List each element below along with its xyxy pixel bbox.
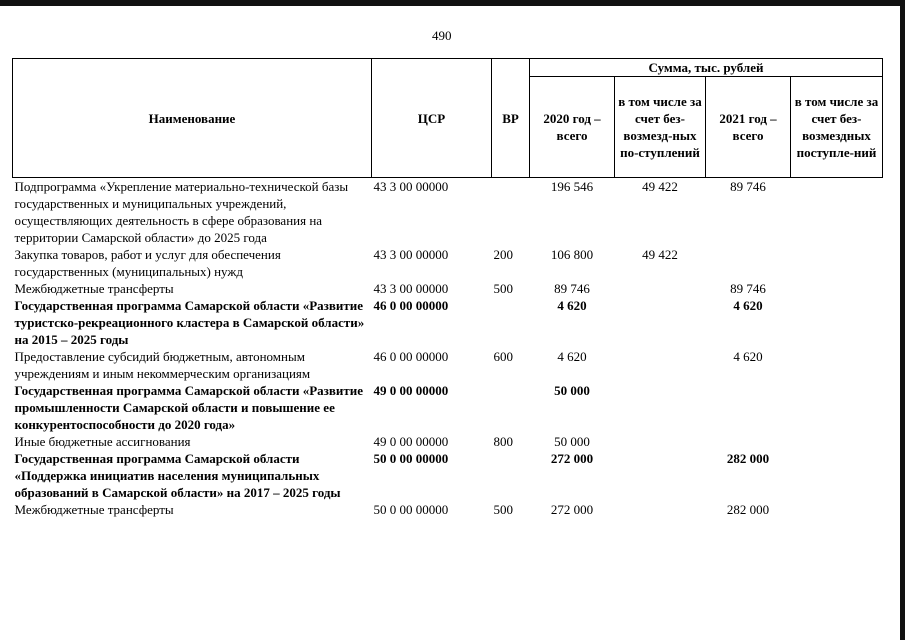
row-2020-grants xyxy=(615,280,706,297)
row-2021-total: 89 746 xyxy=(730,179,766,194)
row-2021-total: 282 000 xyxy=(726,502,770,517)
row-2020-total: 272 000 xyxy=(550,502,594,517)
row-2021-total: 282 000 xyxy=(726,451,770,466)
row-2021-total: 89 746 xyxy=(730,281,766,296)
row-2021-grants xyxy=(791,501,883,518)
row-2021-total: 4 620 xyxy=(733,298,763,313)
table-row xyxy=(13,280,883,297)
header-2021-grants: в том числе за счет без-возмездных поступле-ний xyxy=(791,77,883,178)
table-row xyxy=(13,178,883,247)
row-vr xyxy=(492,178,530,247)
row-csr: 43 3 00 00000 xyxy=(373,247,449,262)
table-row xyxy=(13,348,883,382)
table-row xyxy=(13,433,883,450)
row-name: Иные бюджетные ассигнования xyxy=(14,434,191,449)
row-name: Предоставление субсидий бюджетным, автономным учреждениям и иным некоммерческим организациям xyxy=(14,349,311,381)
row-name: Межбюджетные трансферты xyxy=(14,281,174,296)
row-name: Закупка товаров, работ и услуг для обеспечения государственных (муниципальных) нужд xyxy=(14,247,281,279)
header-vr: ВР xyxy=(492,59,530,178)
budget-table xyxy=(12,58,883,518)
row-2020-grants: 49 422 xyxy=(642,179,678,194)
row-name: Государственная программа Самарской области «Поддержка инициатив населения муниципальных образований в Самарской области» на 2017 – 2025 годы xyxy=(14,451,341,500)
scan-border-top xyxy=(0,0,905,6)
row-vr: 500 xyxy=(493,281,513,296)
row-2020-grants xyxy=(615,348,706,382)
scan-border-right xyxy=(900,0,905,640)
row-2020-grants xyxy=(615,382,706,433)
row-2020-total: 89 746 xyxy=(554,281,590,296)
row-csr: 49 0 00 00000 xyxy=(373,434,449,449)
table-row-program xyxy=(13,297,883,348)
page-number: 490 xyxy=(432,28,452,43)
table-row-program xyxy=(13,382,883,433)
row-2020-grants xyxy=(615,450,706,501)
row-csr: 43 3 00 00000 xyxy=(373,281,449,296)
row-vr: 200 xyxy=(493,247,513,262)
row-csr: 50 0 00 00000 xyxy=(373,451,449,466)
row-2021-total xyxy=(706,382,791,433)
row-vr: 500 xyxy=(493,502,513,517)
row-2021-grants xyxy=(791,348,883,382)
row-2021-grants xyxy=(791,382,883,433)
row-2020-grants xyxy=(615,433,706,450)
row-vr xyxy=(492,450,530,501)
row-2021-grants xyxy=(791,178,883,247)
row-name: Государственная программа Самарской области «Развитие промышленности Самарской области и повышение ее конкурентоспособности до 2020 года» xyxy=(14,383,364,432)
row-2020-total: 4 620 xyxy=(557,298,587,313)
row-name: Государственная программа Самарской области «Развитие туристско-рекреационного кластера в Самарской области» на 2015 – 2025 годы xyxy=(14,298,365,347)
row-2021-grants xyxy=(791,280,883,297)
header-2020-grants: в том числе за счет без-возмезд-ных по-ступлений xyxy=(615,77,706,178)
row-2021-grants xyxy=(791,246,883,280)
row-vr: 600 xyxy=(493,349,513,364)
row-name: Подпрограмма «Укрепление материально-технической базы государственных и муниципальных учреждений, осуществляющих деятельность в сфере образования на территории Самарской области» до 2025 года xyxy=(14,179,349,245)
row-csr: 49 0 00 00000 xyxy=(373,383,449,398)
row-csr: 46 0 00 00000 xyxy=(373,349,449,364)
table-row-program xyxy=(13,450,883,501)
row-2020-total: 4 620 xyxy=(557,349,587,364)
table-header xyxy=(13,59,883,178)
row-csr: 50 0 00 00000 xyxy=(373,502,449,517)
header-sum-group: Сумма, тыс. рублей xyxy=(530,59,883,77)
row-2021-grants xyxy=(791,450,883,501)
row-2021-total xyxy=(706,246,791,280)
row-vr xyxy=(492,297,530,348)
row-2020-grants xyxy=(615,297,706,348)
row-name: Межбюджетные трансферты xyxy=(14,502,174,517)
row-2020-total: 106 800 xyxy=(550,247,594,262)
row-csr: 43 3 00 00000 xyxy=(373,179,449,194)
row-2020-total: 50 000 xyxy=(554,434,590,449)
row-2020-grants: 49 422 xyxy=(642,247,678,262)
header-name: Наименование xyxy=(13,59,372,178)
row-2021-grants xyxy=(791,297,883,348)
row-vr xyxy=(492,382,530,433)
header-2021-total: 2021 год – всего xyxy=(706,77,791,178)
row-2020-total: 50 000 xyxy=(554,383,590,398)
table-body xyxy=(13,178,883,519)
header-2020-total: 2020 год – всего xyxy=(530,77,615,178)
row-2021-grants xyxy=(791,433,883,450)
row-vr: 800 xyxy=(493,434,513,449)
table-row xyxy=(13,501,883,518)
row-2020-total: 196 546 xyxy=(550,179,594,194)
row-2021-total: 4 620 xyxy=(733,349,763,364)
table-row xyxy=(13,246,883,280)
row-2021-total xyxy=(706,433,791,450)
header-csr: ЦСР xyxy=(372,59,492,178)
row-csr: 46 0 00 00000 xyxy=(373,298,449,313)
row-2020-total: 272 000 xyxy=(550,451,594,466)
row-2020-grants xyxy=(615,501,706,518)
